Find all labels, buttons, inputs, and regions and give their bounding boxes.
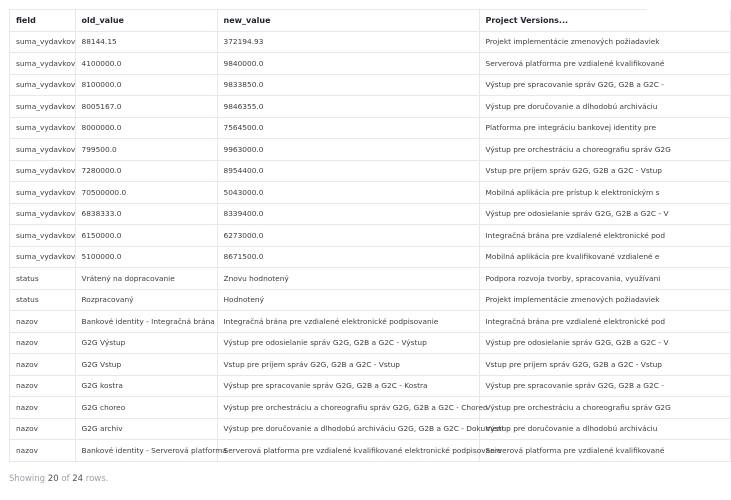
- cell-new-value[interactable]: 8339400.0: [217, 203, 479, 225]
- column-header-field[interactable]: field: [10, 10, 75, 31]
- row-count-footer: [9, 474, 108, 484]
- cell-new-value[interactable]: Výstup pre spracovanie správ G2G, G2B a G2C - Kostra: [217, 375, 479, 397]
- table-row: [10, 96, 730, 118]
- footer-shown-count: 20: [47, 474, 59, 484]
- cell-old-value[interactable]: 7280000.0: [75, 160, 217, 182]
- cell-field[interactable]: nazov: [10, 397, 75, 419]
- cell-field[interactable]: suma_vydavkov: [10, 117, 75, 139]
- cell-field[interactable]: suma_vydavkov: [10, 182, 75, 204]
- cell-new-value[interactable]: Výstup pre odosielanie správ G2G, G2B a G2C - Výstup: [217, 332, 479, 354]
- cell-new-value[interactable]: 7564500.0: [217, 117, 479, 139]
- cell-field[interactable]: suma_vydavkov: [10, 225, 75, 247]
- cell-project-versions[interactable]: Integračná brána pre vzdialené elektronické pod: [479, 225, 730, 247]
- cell-field[interactable]: suma_vydavkov: [10, 96, 75, 118]
- table-row: [10, 332, 730, 354]
- cell-old-value[interactable]: Rozpracovaný: [75, 289, 217, 311]
- cell-new-value[interactable]: 9840000.0: [217, 53, 479, 75]
- cell-project-versions[interactable]: Výstup pre spracovanie správ G2G, G2B a G2C -: [479, 74, 730, 96]
- cell-field[interactable]: suma_vydavkov: [10, 203, 75, 225]
- table-row: [10, 418, 730, 440]
- footer-prefix: Showing: [9, 474, 46, 484]
- cell-project-versions[interactable]: Podpora rozvoja tvorby, spracovania, využívani: [479, 268, 730, 290]
- cell-new-value[interactable]: Znovu hodnotený: [217, 268, 479, 290]
- table-row: [10, 289, 730, 311]
- cell-old-value[interactable]: 8005167.0: [75, 96, 217, 118]
- cell-old-value[interactable]: G2G kostra: [75, 375, 217, 397]
- table-row: [10, 268, 730, 290]
- cell-old-value[interactable]: 5100000.0: [75, 246, 217, 268]
- table-header-row: [10, 10, 730, 31]
- cell-old-value[interactable]: 70500000.0: [75, 182, 217, 204]
- table-row: [10, 354, 730, 376]
- cell-field[interactable]: suma_vydavkov: [10, 139, 75, 161]
- cell-project-versions[interactable]: Projekt implementácie zmenových požiadaviek: [479, 289, 730, 311]
- cell-new-value[interactable]: Hodnotený: [217, 289, 479, 311]
- table-body: [10, 31, 730, 461]
- cell-old-value[interactable]: 8100000.0: [75, 74, 217, 96]
- table-row: [10, 182, 730, 204]
- cell-field[interactable]: suma_vydavkov: [10, 160, 75, 182]
- cell-project-versions[interactable]: Výstup pre odosielanie správ G2G, G2B a G2C - V: [479, 203, 730, 225]
- column-header-old-value[interactable]: old_value: [75, 10, 217, 31]
- cell-project-versions[interactable]: Výstup pre doručovanie a dlhodobú archiváciu: [479, 418, 730, 440]
- cell-project-versions[interactable]: Serverová platforma pre vzdialené kvalifikované: [479, 440, 730, 462]
- cell-old-value[interactable]: 88144.15: [75, 31, 217, 53]
- cell-field[interactable]: suma_vydavkov: [10, 53, 75, 75]
- footer-suffix: rows.: [85, 474, 109, 484]
- cell-field[interactable]: nazov: [10, 354, 75, 376]
- cell-project-versions[interactable]: Integračná brána pre vzdialené elektronické pod: [479, 311, 730, 333]
- cell-new-value[interactable]: 9963000.0: [217, 139, 479, 161]
- cell-new-value[interactable]: Serverová platforma pre vzdialené kvalifikované elektronické podpisovanie: [217, 440, 479, 462]
- cell-field[interactable]: nazov: [10, 332, 75, 354]
- footer-total-count: 24: [72, 474, 84, 484]
- table-row: [10, 375, 730, 397]
- cell-old-value[interactable]: G2G Vstup: [75, 354, 217, 376]
- cell-new-value[interactable]: Integračná brána pre vzdialené elektronické podpisovanie: [217, 311, 479, 333]
- cell-old-value[interactable]: Bankové identity - Integračná brána: [75, 311, 217, 333]
- table-row: [10, 53, 730, 75]
- cell-field[interactable]: suma_vydavkov: [10, 31, 75, 53]
- cell-old-value[interactable]: 8000000.0: [75, 117, 217, 139]
- results-table-container[interactable]: [9, 9, 671, 462]
- cell-field[interactable]: nazov: [10, 375, 75, 397]
- table-row: [10, 440, 730, 462]
- cell-old-value[interactable]: 799500.0: [75, 139, 217, 161]
- cell-new-value[interactable]: Výstup pre orchestráciu a choreografiu správ G2G, G2B a G2C - Choreo: [217, 397, 479, 419]
- cell-old-value[interactable]: Bankové identity - Serverová platforma: [75, 440, 217, 462]
- cell-project-versions[interactable]: Serverová platforma pre vzdialené kvalifikované: [479, 53, 730, 75]
- cell-new-value[interactable]: 8671500.0: [217, 246, 479, 268]
- column-header-project-versions[interactable]: Project Versions...: [479, 10, 730, 31]
- cell-old-value[interactable]: 6150000.0: [75, 225, 217, 247]
- cell-new-value[interactable]: 9833850.0: [217, 74, 479, 96]
- cell-project-versions[interactable]: Vstup pre príjem správ G2G, G2B a G2C - Vstup: [479, 160, 730, 182]
- table-row: [10, 139, 730, 161]
- cell-project-versions[interactable]: Mobilná aplikácia pre prístup k elektronickým s: [479, 182, 730, 204]
- footer-of: of: [61, 474, 70, 484]
- cell-field[interactable]: suma_vydavkov: [10, 74, 75, 96]
- cell-new-value[interactable]: 9846355.0: [217, 96, 479, 118]
- cell-project-versions[interactable]: Výstup pre orchestráciu a choreografiu správ G2G: [479, 139, 730, 161]
- cell-project-versions[interactable]: Výstup pre doručovanie a dlhodobú archiváciu: [479, 96, 730, 118]
- table-row: [10, 203, 730, 225]
- cell-old-value[interactable]: G2G archiv: [75, 418, 217, 440]
- cell-field[interactable]: nazov: [10, 418, 75, 440]
- cell-old-value[interactable]: G2G choreo: [75, 397, 217, 419]
- cell-old-value[interactable]: 4100000.0: [75, 53, 217, 75]
- cell-field[interactable]: status: [10, 268, 75, 290]
- table-row: [10, 160, 730, 182]
- cell-field[interactable]: suma_vydavkov: [10, 246, 75, 268]
- cell-field[interactable]: nazov: [10, 440, 75, 462]
- table-row: [10, 117, 730, 139]
- results-table: [10, 10, 731, 462]
- cell-old-value[interactable]: 6838333.0: [75, 203, 217, 225]
- cell-project-versions[interactable]: Projekt implementácie zmenových požiadaviek: [479, 31, 730, 53]
- table-row: [10, 74, 730, 96]
- cell-project-versions[interactable]: Výstup pre odosielanie správ G2G, G2B a G2C - V: [479, 332, 730, 354]
- cell-new-value[interactable]: Vstup pre príjem správ G2G, G2B a G2C - Vstup: [217, 354, 479, 376]
- table-row: [10, 246, 730, 268]
- cell-new-value[interactable]: Výstup pre doručovanie a dlhodobú archiváciu G2G, G2B a G2C - Dokument: [217, 418, 479, 440]
- cell-new-value[interactable]: 372194.93: [217, 31, 479, 53]
- cell-project-versions[interactable]: Výstup pre orchestráciu a choreografiu správ G2G: [479, 397, 730, 419]
- cell-project-versions[interactable]: Vstup pre príjem správ G2G, G2B a G2C - Vstup: [479, 354, 730, 376]
- table-row: [10, 225, 730, 247]
- table-row: [10, 397, 730, 419]
- table-row: [10, 31, 730, 53]
- column-header-new-value[interactable]: new_value: [217, 10, 479, 31]
- cell-old-value[interactable]: Vrátený na dopracovanie: [75, 268, 217, 290]
- cell-new-value[interactable]: 6273000.0: [217, 225, 479, 247]
- cell-field[interactable]: status: [10, 289, 75, 311]
- cell-project-versions[interactable]: Platforma pre integráciu bankovej identity pre: [479, 117, 730, 139]
- cell-project-versions[interactable]: Mobilná aplikácia pre kvalifikované vzdialené e: [479, 246, 730, 268]
- cell-field[interactable]: nazov: [10, 311, 75, 333]
- cell-new-value[interactable]: 5043000.0: [217, 182, 479, 204]
- table-row: [10, 311, 730, 333]
- cell-project-versions[interactable]: Výstup pre spracovanie správ G2G, G2B a G2C -: [479, 375, 730, 397]
- cell-old-value[interactable]: G2G Výstup: [75, 332, 217, 354]
- cell-new-value[interactable]: 8954400.0: [217, 160, 479, 182]
